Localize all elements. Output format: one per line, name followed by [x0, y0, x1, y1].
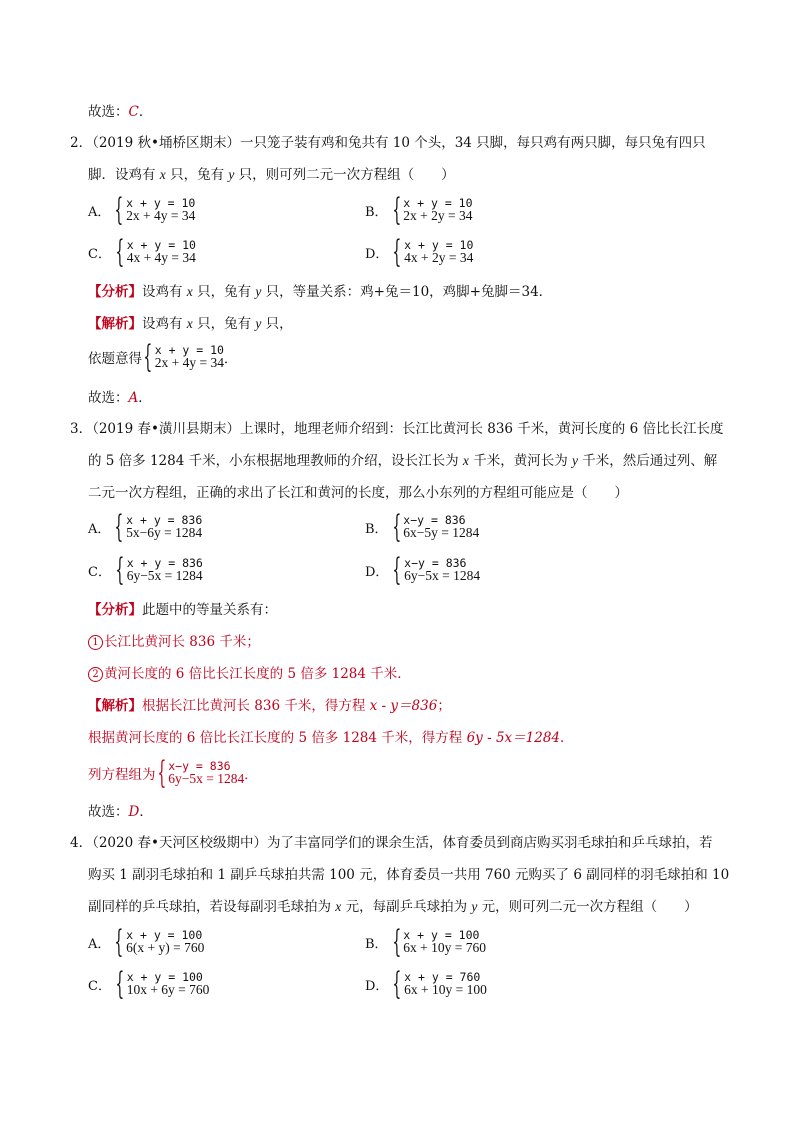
equation-system: { x + y = 100 10x + 6y = 760	[115, 966, 210, 1002]
q2-answer: 故选：A．	[88, 390, 152, 406]
equation-system: { x + y = 836 6y−5x = 1284	[115, 552, 203, 588]
q2-option-c[interactable]: C． { x + y = 10 4x + 4y = 34	[88, 234, 196, 270]
q3-point-2: 2 黄河长度的 6 倍比长江长度的 5 倍多 1284 千米．	[88, 665, 411, 683]
q4-stem-line3: 副同样的乒乓球拍，若设每副羽毛球拍为 x 元，每副乒乓球拍为 y 元，则可列二元一次方程组（ ）	[88, 899, 698, 915]
left-brace: {	[391, 192, 401, 228]
q2-option-b[interactable]: B． { x + y = 10 2x + 2y = 34	[365, 192, 473, 228]
equation-system: { x−y = 836 6y−5x = 1284	[392, 552, 481, 588]
q3-option-d[interactable]: D． { x−y = 836 6y−5x = 1284	[365, 552, 481, 588]
left-brace: {	[114, 924, 124, 960]
q3-stem-line2: 的 5 倍多 1284 千米，小东根据地理教师的介绍，设长江长为 x 千米，黄河长为 y 千米，然后通过列、解	[88, 453, 718, 469]
left-brace: {	[391, 509, 401, 545]
q3-answer: 故选：D．	[88, 804, 153, 820]
circled-number: 2	[88, 667, 103, 682]
q3-solution-line2: 根据黄河长度的 6 倍比长江长度的 5 倍多 1284 千米，得方程 6y - 5x＝1284．	[88, 730, 574, 746]
q4-stem-line2: 购买 1 副羽毛球拍和 1 副乒乓球拍共需 100 元，体育委员一共用 760 元购买了 6 副同样的羽毛球拍和 10	[88, 867, 730, 883]
q2-stem-line2: 脚．设鸡有 x 只，兔有 y 只，则可列二元一次方程组（ ）	[88, 167, 455, 183]
equation-system: { x + y = 10 2x + 4y = 34	[114, 192, 196, 228]
q4-option-b[interactable]: B． { x + y = 100 6x + 10y = 760	[365, 924, 487, 960]
left-brace: {	[115, 234, 125, 270]
left-brace: {	[114, 192, 124, 228]
q2-analysis: 【分析】设鸡有 x 只，兔有 y 只，等量关系：鸡+兔＝10，鸡脚+兔脚＝34．	[88, 284, 553, 300]
q3-solution: 【解析】根据长江比黄河长 836 千米，得方程 x - y＝836；	[88, 698, 451, 714]
q4-stem-line1: 4．（2020 春•天河区校级期中）为了丰富同学们的课余生活，体育委员到商店购买羽毛球拍和乒乓球拍，若	[70, 835, 713, 851]
q3-point-1: 1 长江比黄河长 836 千米；	[88, 633, 260, 651]
q4-option-c[interactable]: C． { x + y = 100 10x + 6y = 760	[88, 966, 210, 1002]
left-brace: {	[115, 966, 125, 1002]
q4-option-a[interactable]: A． { x + y = 100 6(x + y) = 760	[88, 924, 205, 960]
equation-system: { x + y = 10 2x + 4y = 34	[143, 339, 224, 375]
circled-number: 1	[88, 635, 103, 650]
equation-system: { x−y = 836 6x−5y = 1284	[391, 509, 480, 545]
equation-system: { x + y = 760 6x + 10y = 100	[392, 966, 487, 1002]
equation-system: { x + y = 10 2x + 2y = 34	[391, 192, 473, 228]
q3-setup: 列方程组为 { x−y = 836 6y−5x = 1284 ．	[88, 755, 258, 791]
q3-option-c[interactable]: C． { x + y = 836 6y−5x = 1284	[88, 552, 203, 588]
q2-stem-line1: 2．（2019 秋•埇桥区期末）一只笼子装有鸡和兔共有 10 个头，34 只脚，每只鸡有两只脚，每只兔有四只	[70, 135, 706, 151]
q1-answer: 故选：C．	[88, 104, 153, 120]
q3-option-b[interactable]: B． { x−y = 836 6x−5y = 1284	[365, 509, 480, 545]
left-brace: {	[114, 509, 124, 545]
q3-stem-line1: 3．（2019 春•潢川县期末）上课时，地理老师介绍到：长江比黄河长 836 千米，黄河长度的 6 倍比长江长度	[70, 421, 724, 437]
q3-stem-line3: 二元一次方程组，正确的求出了长江和黄河的长度，那么小东列的方程组可能应是（ ）	[88, 485, 628, 501]
equation-system: { x + y = 10 4x + 2y = 34	[392, 234, 474, 270]
q2-option-d[interactable]: D． { x + y = 10 4x + 2y = 34	[365, 234, 474, 270]
q4-option-d[interactable]: D． { x + y = 760 6x + 10y = 100	[365, 966, 487, 1002]
equation-system: { x + y = 10 4x + 4y = 34	[115, 234, 196, 270]
q2-setup: 依题意得 { x + y = 10 2x + 4y = 34 ．	[88, 339, 237, 375]
q3-analysis: 【分析】此题中的等量关系有：	[88, 602, 277, 618]
equation-system: { x + y = 100 6(x + y) = 760	[114, 924, 205, 960]
q2-solution: 【解析】设鸡有 x 只，兔有 y 只，	[88, 316, 293, 332]
left-brace: {	[143, 339, 153, 375]
left-brace: {	[392, 234, 402, 270]
equation-system: { x + y = 836 5x−6y = 1284	[114, 509, 203, 545]
left-brace: {	[115, 552, 125, 588]
left-brace: {	[392, 966, 402, 1002]
left-brace: {	[391, 924, 401, 960]
equation-system: { x + y = 100 6x + 10y = 760	[391, 924, 487, 960]
left-brace: {	[156, 755, 166, 791]
left-brace: {	[392, 552, 402, 588]
equation-system: { x−y = 836 6y−5x = 1284	[156, 755, 245, 791]
q2-option-a[interactable]: A． { x + y = 10 2x + 4y = 34	[88, 192, 196, 228]
q3-option-a[interactable]: A． { x + y = 836 5x−6y = 1284	[88, 509, 203, 545]
